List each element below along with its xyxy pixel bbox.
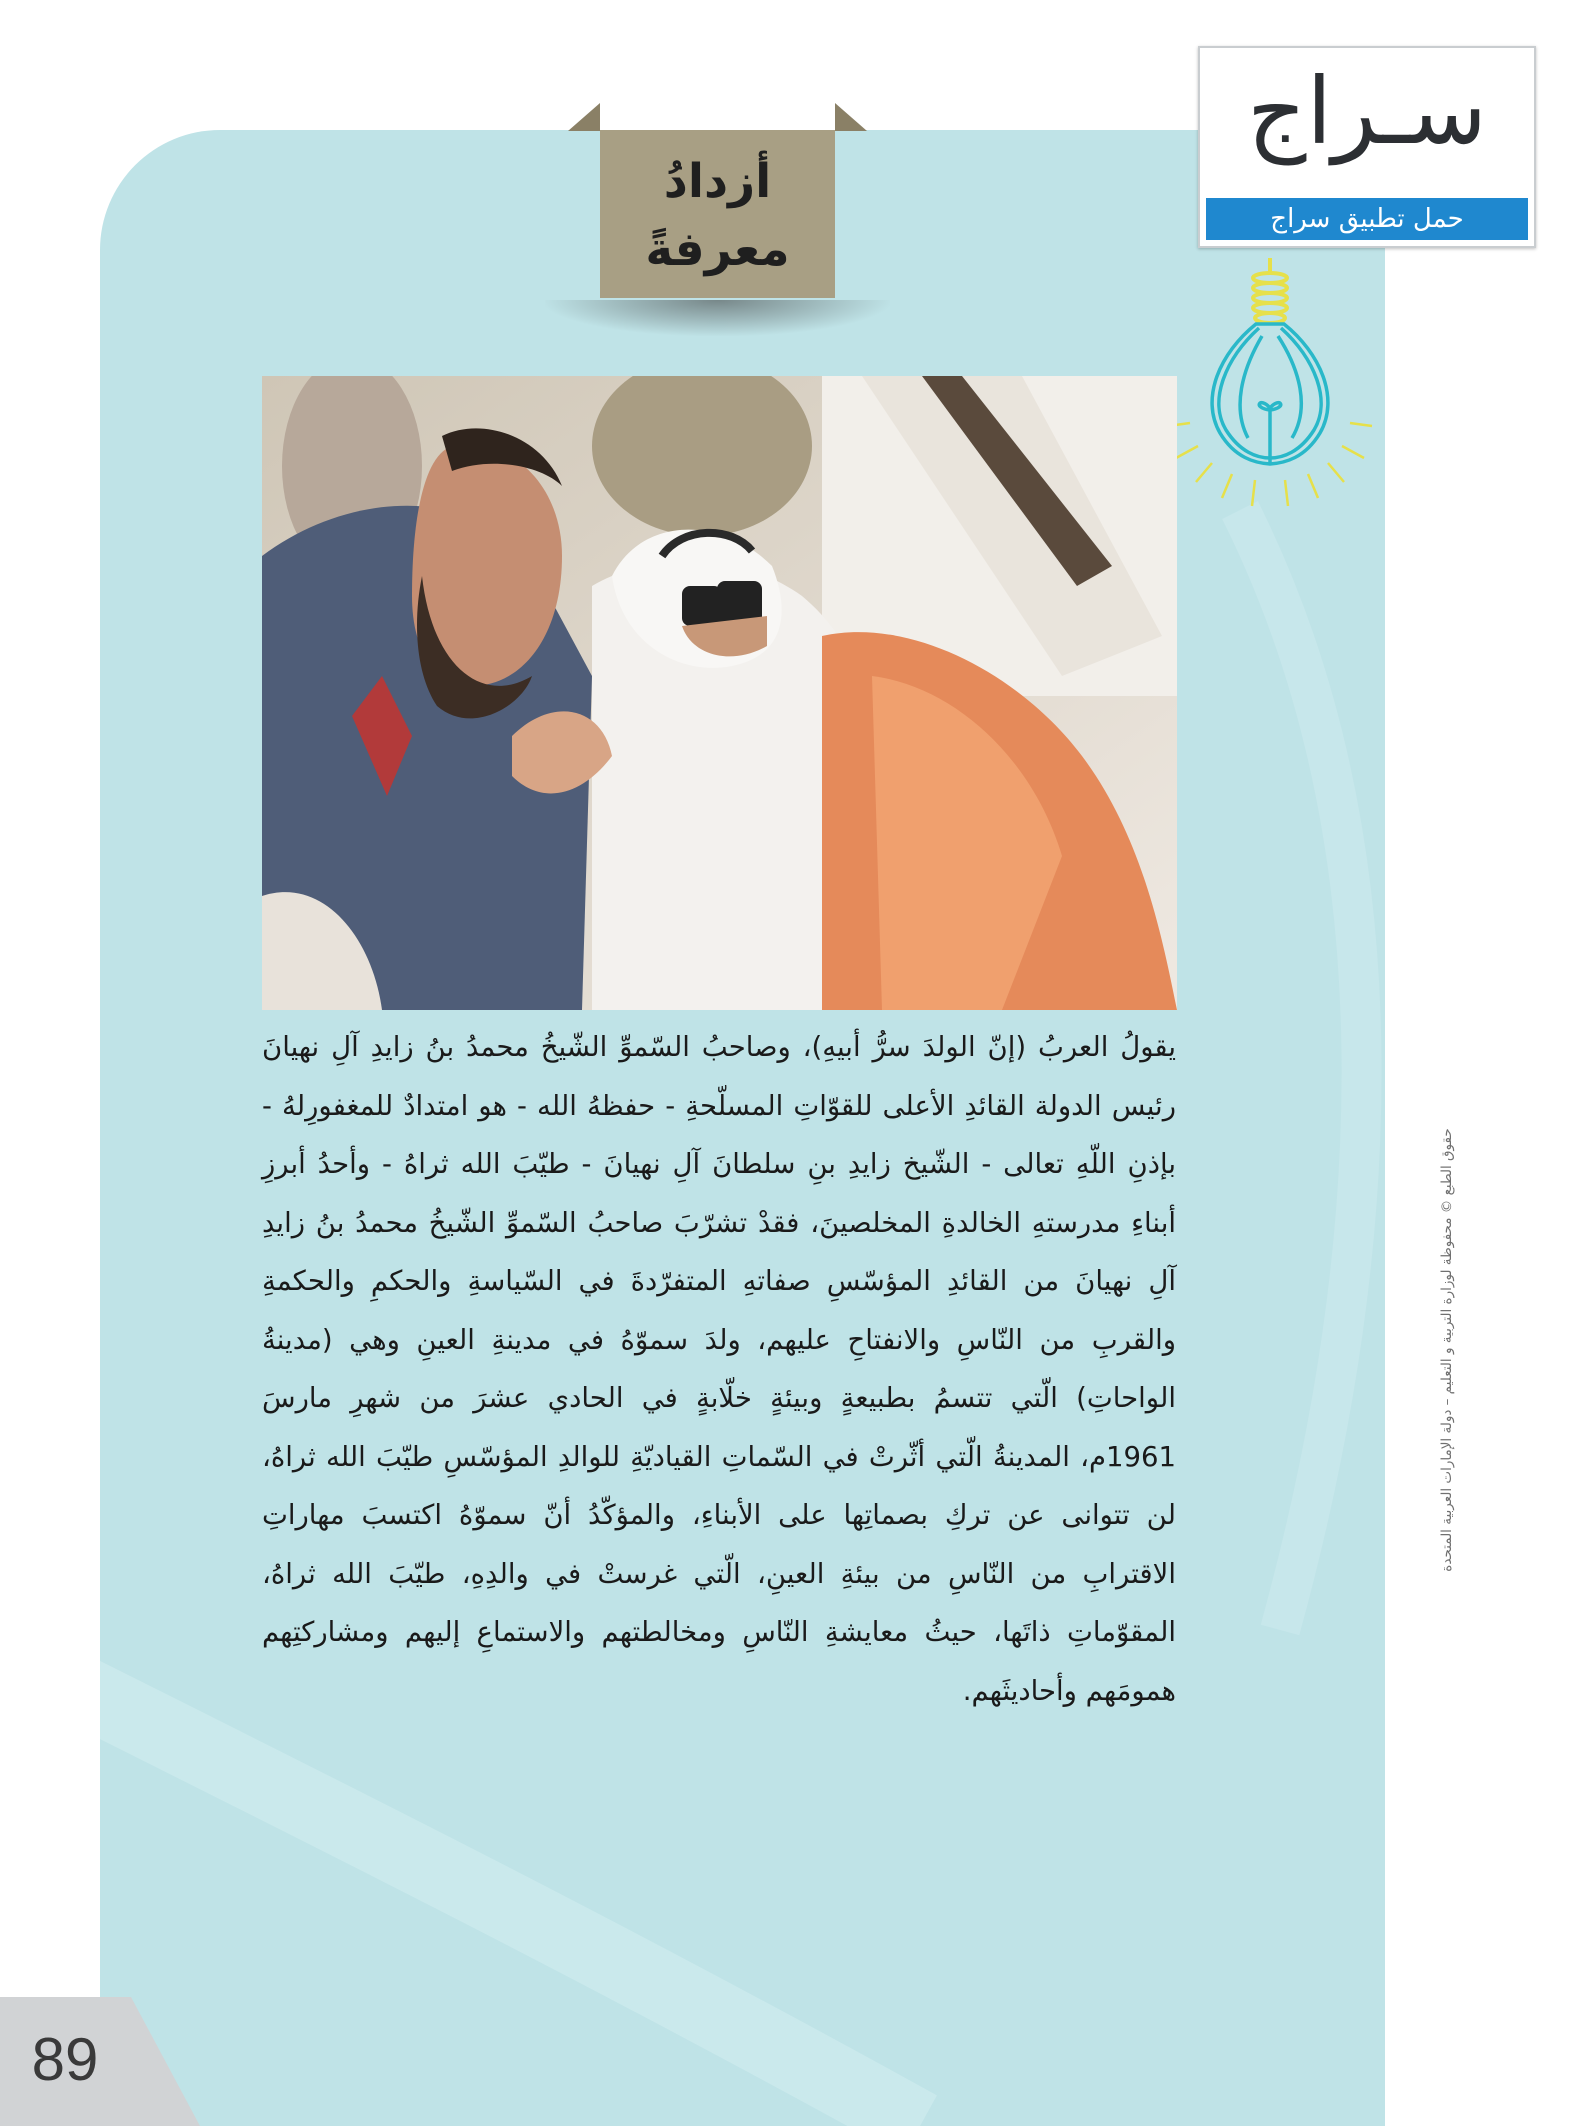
ribbon-shadow [545, 300, 890, 336]
body-paragraph: يقولُ العربُ (إنّ الولدَ سرُّ أبيهِ)، وصاحبُ السّموِّ الشّيخُ محمدُ بنُ زايدِ آلِ نهيانَ رئيس الدولة القائدِ الأعلى للقوّاتِ المسلّحةِ - حفظهُ الله - هو امتدادٌ للمغفورِلهُ - بإذنِ اللّهِ تعالى - الشّيخ زايدِ بنِ سلطانَ آلِ نهيانَ - طيّبَ الله ثراهُ - وأحدُ أبرزِ أبناءِ مدرستهِ الخالدةِ المخلصينَ، فقدْ تشرّبَ صاحبُ السّموِّ الشّيخُ محمدُ بنُ زايدِ آلِ نهيانَ من القائدِ المؤسّسِ صفاتهِ المتفرّدةَ في السّياسةِ والحكمِ والحكمةِ والقربِ من النّاسِ والانفتاحِ عليهم، ولدَ سموّهُ في مدينةِ العينِ وهي (مدينةُ الواحاتِ) الّتي تتسمُ بطبيعةٍ وبيئةٍ خلّابةٍ في الحادي عشرَ من شهرِ مارسَ 1961م، المدينةُ الّتي أثّرتْ في السّماتِ القياديّةِ للوالدِ المؤسّسِ طيّبَ الله ثراهُ، لن تتوانى عن تركِ بصماتِها على الأبناءِ، والمؤكّدُ أنّ سموّهُ اكتسبَ مهاراتِ الاقترابِ من النّاسِ من بيئةِ العينِ، الّتي غرستْ في والدِهِ، طيّبَ الله ثراهُ، المقوّماتِ ذاتَها، حيثُ معايشةِ النّاسِ ومخالطتهم والاستماعِ إليهم ومشاركتِهم همومَهم وأحاديثَهم. [262, 1031, 1176, 1707]
logo-tagline: حمل تطبيق سراج [1206, 198, 1528, 240]
photo-image [262, 376, 1177, 1010]
page-number: 89 [31, 2026, 99, 2093]
ribbon-title-line1: أزدادُ [663, 154, 772, 209]
lightbulb-icon [1160, 258, 1380, 518]
copyright-note: حقوق الطبع © محفوظة لوزارة التربية و التعليم – دولة الإمارات العربية المتحدة [1439, 1128, 1455, 1572]
section-ribbon [600, 130, 835, 298]
siraj-logo[interactable] [1198, 46, 1536, 248]
coil-icon [1253, 258, 1287, 323]
logo-wordmark: سـراج [1247, 58, 1487, 165]
photo-illustration [262, 376, 1177, 1010]
ribbon-fold-left [568, 103, 600, 131]
ribbon-title-line2: معرفةً [645, 222, 790, 277]
ribbon-fold-right [835, 103, 867, 131]
